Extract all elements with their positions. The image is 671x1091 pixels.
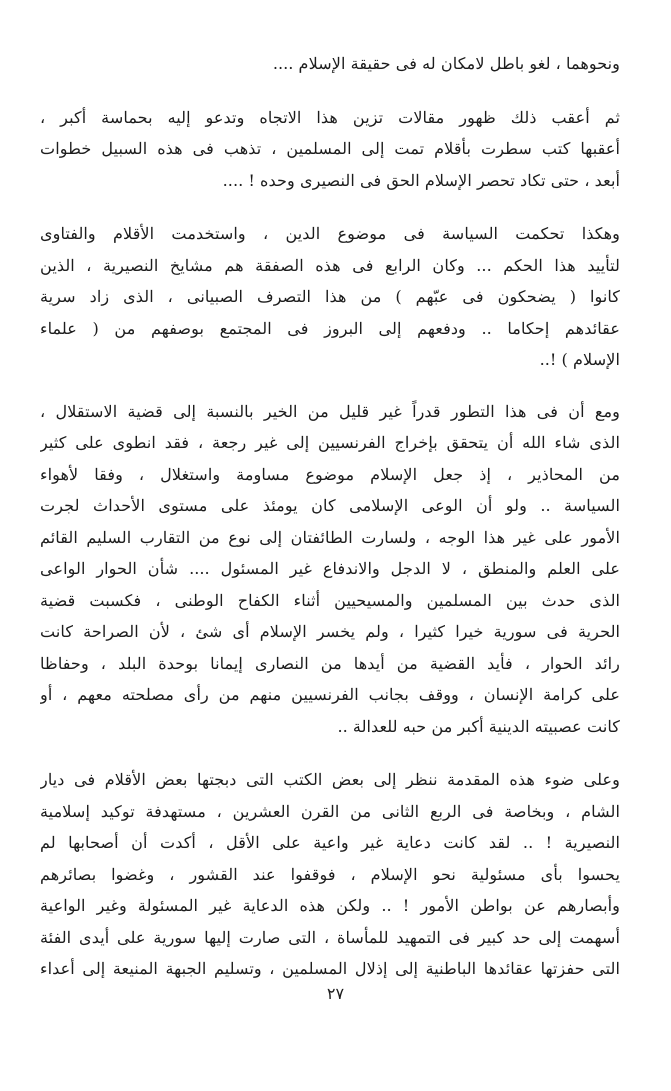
paragraph-line: على كرامة الإنسان ، ووقف بجانب الفرنسيين منهم من رأى مصلحته معهم ، أو (40, 685, 620, 704)
paragraph-line: يحسوا بأى مسئولية نحو الإسلام ، فوقفوا عند القشور ، وغضوا بصائرهم (40, 864, 620, 884)
paragraph-line: كانت عصبيته الدينية أكبر من حبه للعدالة .. (337, 716, 620, 736)
paragraph-line: النصيرية ! .. لقد كانت دعاية غير واعية على الأقل ، أكدت أن أصحابها لم (40, 833, 620, 852)
paragraph-2 (40, 102, 620, 197)
paragraph-line: الشام ، وبخاصة فى الربع الثانى من القرن العشرين ، مستهدفة توكيد إسلامية (40, 801, 620, 821)
paragraph-line: السياسة .. ولو أن الوعى الإسلامى كان يومئذ على مستوى الأحداث لجرت (40, 496, 620, 515)
paragraph-line: وهكذا تحكمت السياسة فى موضوع الدين ، واستخدمت الأقلام والفتاوى (40, 224, 620, 243)
paragraph-line: رائد الحوار ، فأيد القضية من أيدها من النصارى إيمانا بوحدة البلد ، وحفاظا (40, 653, 620, 673)
paragraph-line: لتأييد هذا الحكم ... وكان الرابع فى هذه الصفقة هم مشايخ النصيرية ، الذين (40, 255, 620, 275)
paragraph-line: عقائدهم إحكاما .. ودفعهم إلى البروز فى المجتمع بوصفهم من ( علماء (40, 318, 620, 338)
paragraph-line: الأمور على غير هذا الوجه ، ولسارت الطائفتان إلى نوع من التقارب السليم القائم (40, 527, 620, 547)
paragraph-line: كانوا ( يضحكون فى عبّهم ) من هذا التصرف الصبيانى ، الذى زاد سرية (40, 287, 620, 306)
paragraph-line: على العلم والمنطق ، لا الدجل والاندفاع غير المسئول .... شأن الحوار الواعى (40, 559, 620, 578)
paragraph-line: أسهمت إلى حد كبير فى التمهيد للمأساة ، التى صارت إليها سورية على أيدى الفئة (40, 927, 620, 947)
paragraph-line: ونحوهما ، لغو باطل لامكان له فى حقيقة الإسلام .... (272, 54, 620, 73)
paragraph-5 (40, 764, 620, 985)
paragraph-line: ثم أعقب ذلك ظهور مقالات تزين هذا الاتجاه وتدعو إليه بحماسة أكبر ، (40, 107, 620, 127)
paragraph-3 (40, 218, 620, 376)
paragraph-line: أعقبها كتب سطرت بأقلام تمت إلى المسلمين ، تذهب فى هذه السبيل خطوات (40, 139, 620, 158)
paragraph-4 (40, 396, 620, 743)
paragraph-line: التى حفزتها عقائدها الباطنية إلى إذلال المسلمين ، وتسليم الجبهة المنيعة إلى أعداء (40, 959, 620, 978)
paragraph-line: من المحاذير ، إذ جعل الإسلام موضوع مساومة واستغلال ، وفقا لأهواء (40, 464, 620, 484)
paragraph-line: الذى حدث بين المسلمين والمسيحيين أثناء الكفاح الوطنى ، فكسبت قضية (40, 590, 620, 610)
paragraph-line: وعلى ضوء هذه المقدمة ننظر إلى بعض الكتب التى دبجتها بعض الأقلام فى ديار (40, 770, 620, 789)
page-number: ٢٧ (326, 984, 345, 1003)
paragraph-1 (40, 48, 620, 80)
paragraph-line: وأبصارهم عن بواطن الأمور ! .. ولكن هذه الدعاية غير المسئولة وغير الواعية (40, 896, 620, 915)
paragraph-line: الذى شاء الله أن يتحقق بإخراج الفرنسيين إلى غير رجعة ، فقد انطوى على كثير (40, 433, 620, 452)
paragraph-line: الحرية فى سورية خيرا كثيرا ، ولم يخسر الإسلام أى شئ ، لأن الصراحة كانت (40, 622, 620, 641)
paragraph-line: الإسلام ) !.. (539, 350, 620, 369)
paragraph-line: أبعد ، حتى تكاد تحصر الإسلام الحق فى النصيرى وحده ! .... (222, 170, 620, 190)
document-page (40, 42, 620, 985)
paragraph-line: ومع أن فى هذا التطور قدراً غير قليل من الخير بالنسبة إلى قضية الاستقلال ، (40, 401, 620, 421)
